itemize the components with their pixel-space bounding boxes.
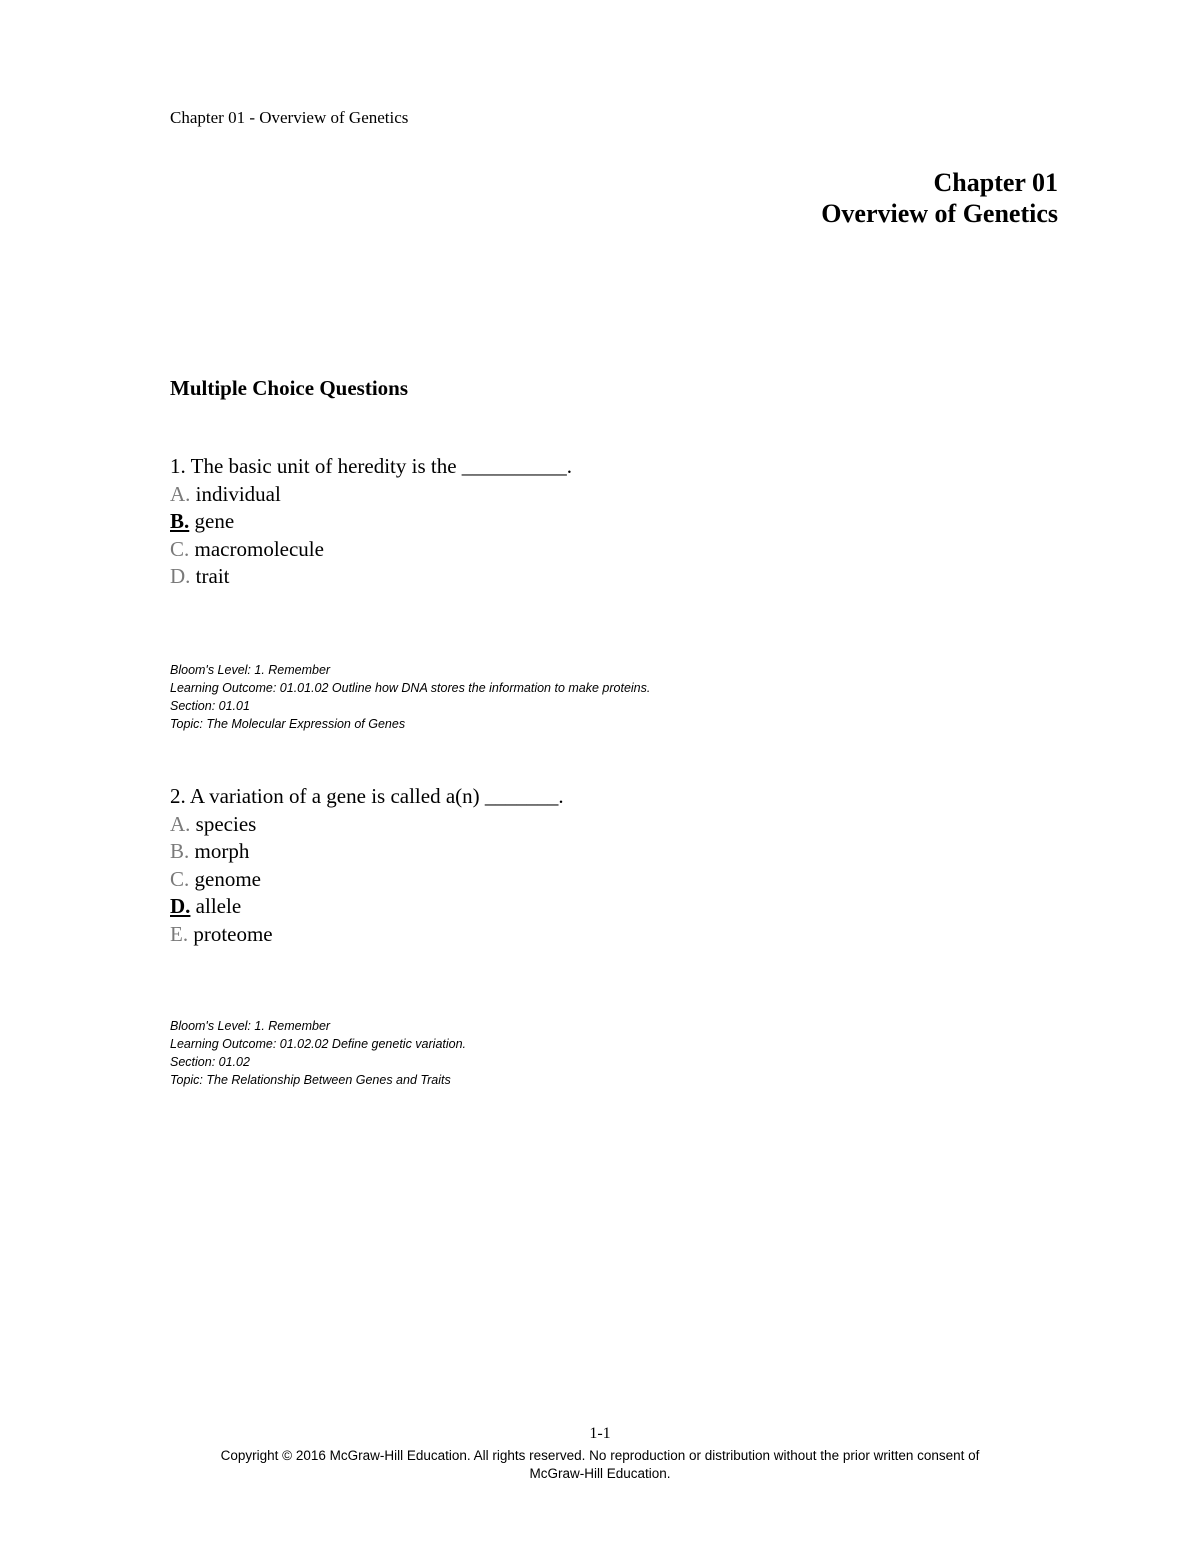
choice-c <box>170 866 564 894</box>
topic: Topic: The Molecular Expression of Genes <box>170 717 406 731</box>
copyright-line-2: McGraw-Hill Education. <box>529 1466 671 1481</box>
chapter-title <box>821 167 1058 229</box>
choice-letter: C. <box>170 866 190 891</box>
choice-letter: B. <box>170 839 190 863</box>
learning-outcome: Learning Outcome: 01.02.02 Define genetic variation. <box>170 1037 467 1051</box>
choice-text: trait <box>195 564 230 588</box>
question-stem: 2. A variation of a gene is called a(n) _______. <box>170 784 564 808</box>
section-ref: Section: 01.01 <box>170 699 250 713</box>
choice-letter: A. <box>170 481 191 506</box>
choice-text: allele <box>195 894 242 918</box>
learning-outcome: Learning Outcome: 01.01.02 Outline how DNA stores the information to make proteins. <box>170 681 651 695</box>
running-header: Chapter 01 - Overview of Genetics <box>170 108 409 127</box>
chapter-number: Chapter 01 <box>933 168 1058 197</box>
choice-a <box>170 481 572 509</box>
question-stem: 1. The basic unit of heredity is the __________. <box>170 454 573 478</box>
choice-letter: C. <box>170 536 190 561</box>
choice-d-correct <box>170 893 564 921</box>
choice-letter: E. <box>170 921 189 946</box>
choice-a <box>170 811 564 839</box>
choice-letter: D. <box>170 894 191 918</box>
choice-letter: B. <box>170 509 190 533</box>
choice-text: species <box>195 811 257 836</box>
question-1 <box>170 453 572 591</box>
page-number: 1-1 <box>589 1425 611 1442</box>
section-ref: Section: 01.02 <box>170 1055 250 1069</box>
question-2 <box>170 783 564 948</box>
choice-c <box>170 536 572 564</box>
choice-text: gene <box>194 509 235 533</box>
topic: Topic: The Relationship Between Genes and Traits <box>170 1073 451 1087</box>
choice-e <box>170 921 564 949</box>
question-2-metadata <box>170 1017 466 1089</box>
blooms-level: Bloom's Level: 1. Remember <box>170 1019 331 1033</box>
choice-letter: A. <box>170 811 191 836</box>
choice-b <box>170 838 564 866</box>
blooms-level: Bloom's Level: 1. Remember <box>170 663 331 677</box>
copyright-notice <box>0 1447 1200 1483</box>
choice-text: individual <box>195 481 281 506</box>
question-1-metadata <box>170 661 650 733</box>
choice-text: macromolecule <box>194 536 324 561</box>
choice-d <box>170 563 572 591</box>
choice-letter: D. <box>170 564 191 588</box>
choice-text: morph <box>194 839 250 863</box>
section-heading: Multiple Choice Questions <box>170 376 409 400</box>
choice-text: proteome <box>193 921 273 946</box>
choice-text: genome <box>194 866 261 891</box>
copyright-line-1: Copyright © 2016 McGraw-Hill Education. All rights reserved. No reproduction or distribution without the prior written consent of <box>220 1448 980 1463</box>
choice-b-correct <box>170 508 572 536</box>
chapter-name: Overview of Genetics <box>821 199 1058 228</box>
